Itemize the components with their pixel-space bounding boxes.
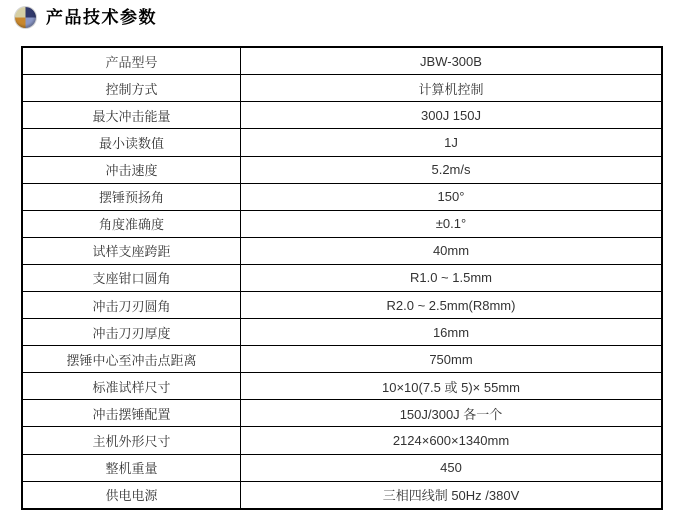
table-row (22, 210, 662, 237)
param-label: 冲击刀刃厚度 (22, 319, 241, 346)
param-label: 支座钳口圆角 (22, 264, 241, 291)
table-row (22, 400, 662, 427)
page-header (15, 7, 157, 28)
param-label: 试样支座跨距 (22, 237, 241, 264)
param-label: 角度准确度 (22, 210, 241, 237)
table-row (22, 373, 662, 400)
spec-table (21, 46, 663, 510)
table-row (22, 346, 662, 373)
table-row (22, 75, 662, 102)
table-row (22, 237, 662, 264)
table-row (22, 183, 662, 210)
param-value: R1.0 ~ 1.5mm (241, 264, 663, 291)
table-row (22, 319, 662, 346)
param-value: 2124×600×1340mm (241, 427, 663, 454)
table-row (22, 264, 662, 291)
param-value: 150J/300J 各一个 (241, 400, 663, 427)
table-row (22, 292, 662, 319)
param-label: 摆锤预扬角 (22, 183, 241, 210)
param-label: 供电电源 (22, 481, 241, 509)
param-label: 摆锤中心至冲击点距离 (22, 346, 241, 373)
param-value: 5.2m/s (241, 156, 663, 183)
param-label: 整机重量 (22, 454, 241, 481)
param-label: 控制方式 (22, 75, 241, 102)
param-label: 最大冲击能量 (22, 102, 241, 129)
param-value: 150° (241, 183, 663, 210)
page-title: 产品技术参数 (46, 8, 157, 27)
param-value: 10×10(7.5 或 5)× 55mm (241, 373, 663, 400)
param-value: R2.0 ~ 2.5mm(R8mm) (241, 292, 663, 319)
table-row (22, 47, 662, 75)
table-row (22, 156, 662, 183)
param-value: 750mm (241, 346, 663, 373)
param-label: 冲击摆锤配置 (22, 400, 241, 427)
param-value: 计算机控制 (241, 75, 663, 102)
table-row (22, 481, 662, 509)
param-value: 300J 150J (241, 102, 663, 129)
param-label: 最小读数值 (22, 129, 241, 156)
spec-table-body (22, 47, 662, 509)
table-row (22, 454, 662, 481)
param-value: 1J (241, 129, 663, 156)
table-row (22, 427, 662, 454)
param-label: 冲击刀刃圆角 (22, 292, 241, 319)
param-value: 三相四线制 50Hz /380V (241, 481, 663, 509)
param-value: 40mm (241, 237, 663, 264)
param-value: 450 (241, 454, 663, 481)
param-value: 16mm (241, 319, 663, 346)
pie-quadrant-icon (15, 7, 36, 28)
param-label: 产品型号 (22, 47, 241, 75)
table-row (22, 102, 662, 129)
param-label: 主机外形尺寸 (22, 427, 241, 454)
param-value: ±0.1° (241, 210, 663, 237)
param-label: 冲击速度 (22, 156, 241, 183)
table-row (22, 129, 662, 156)
param-value: JBW-300B (241, 47, 663, 75)
param-label: 标准试样尺寸 (22, 373, 241, 400)
